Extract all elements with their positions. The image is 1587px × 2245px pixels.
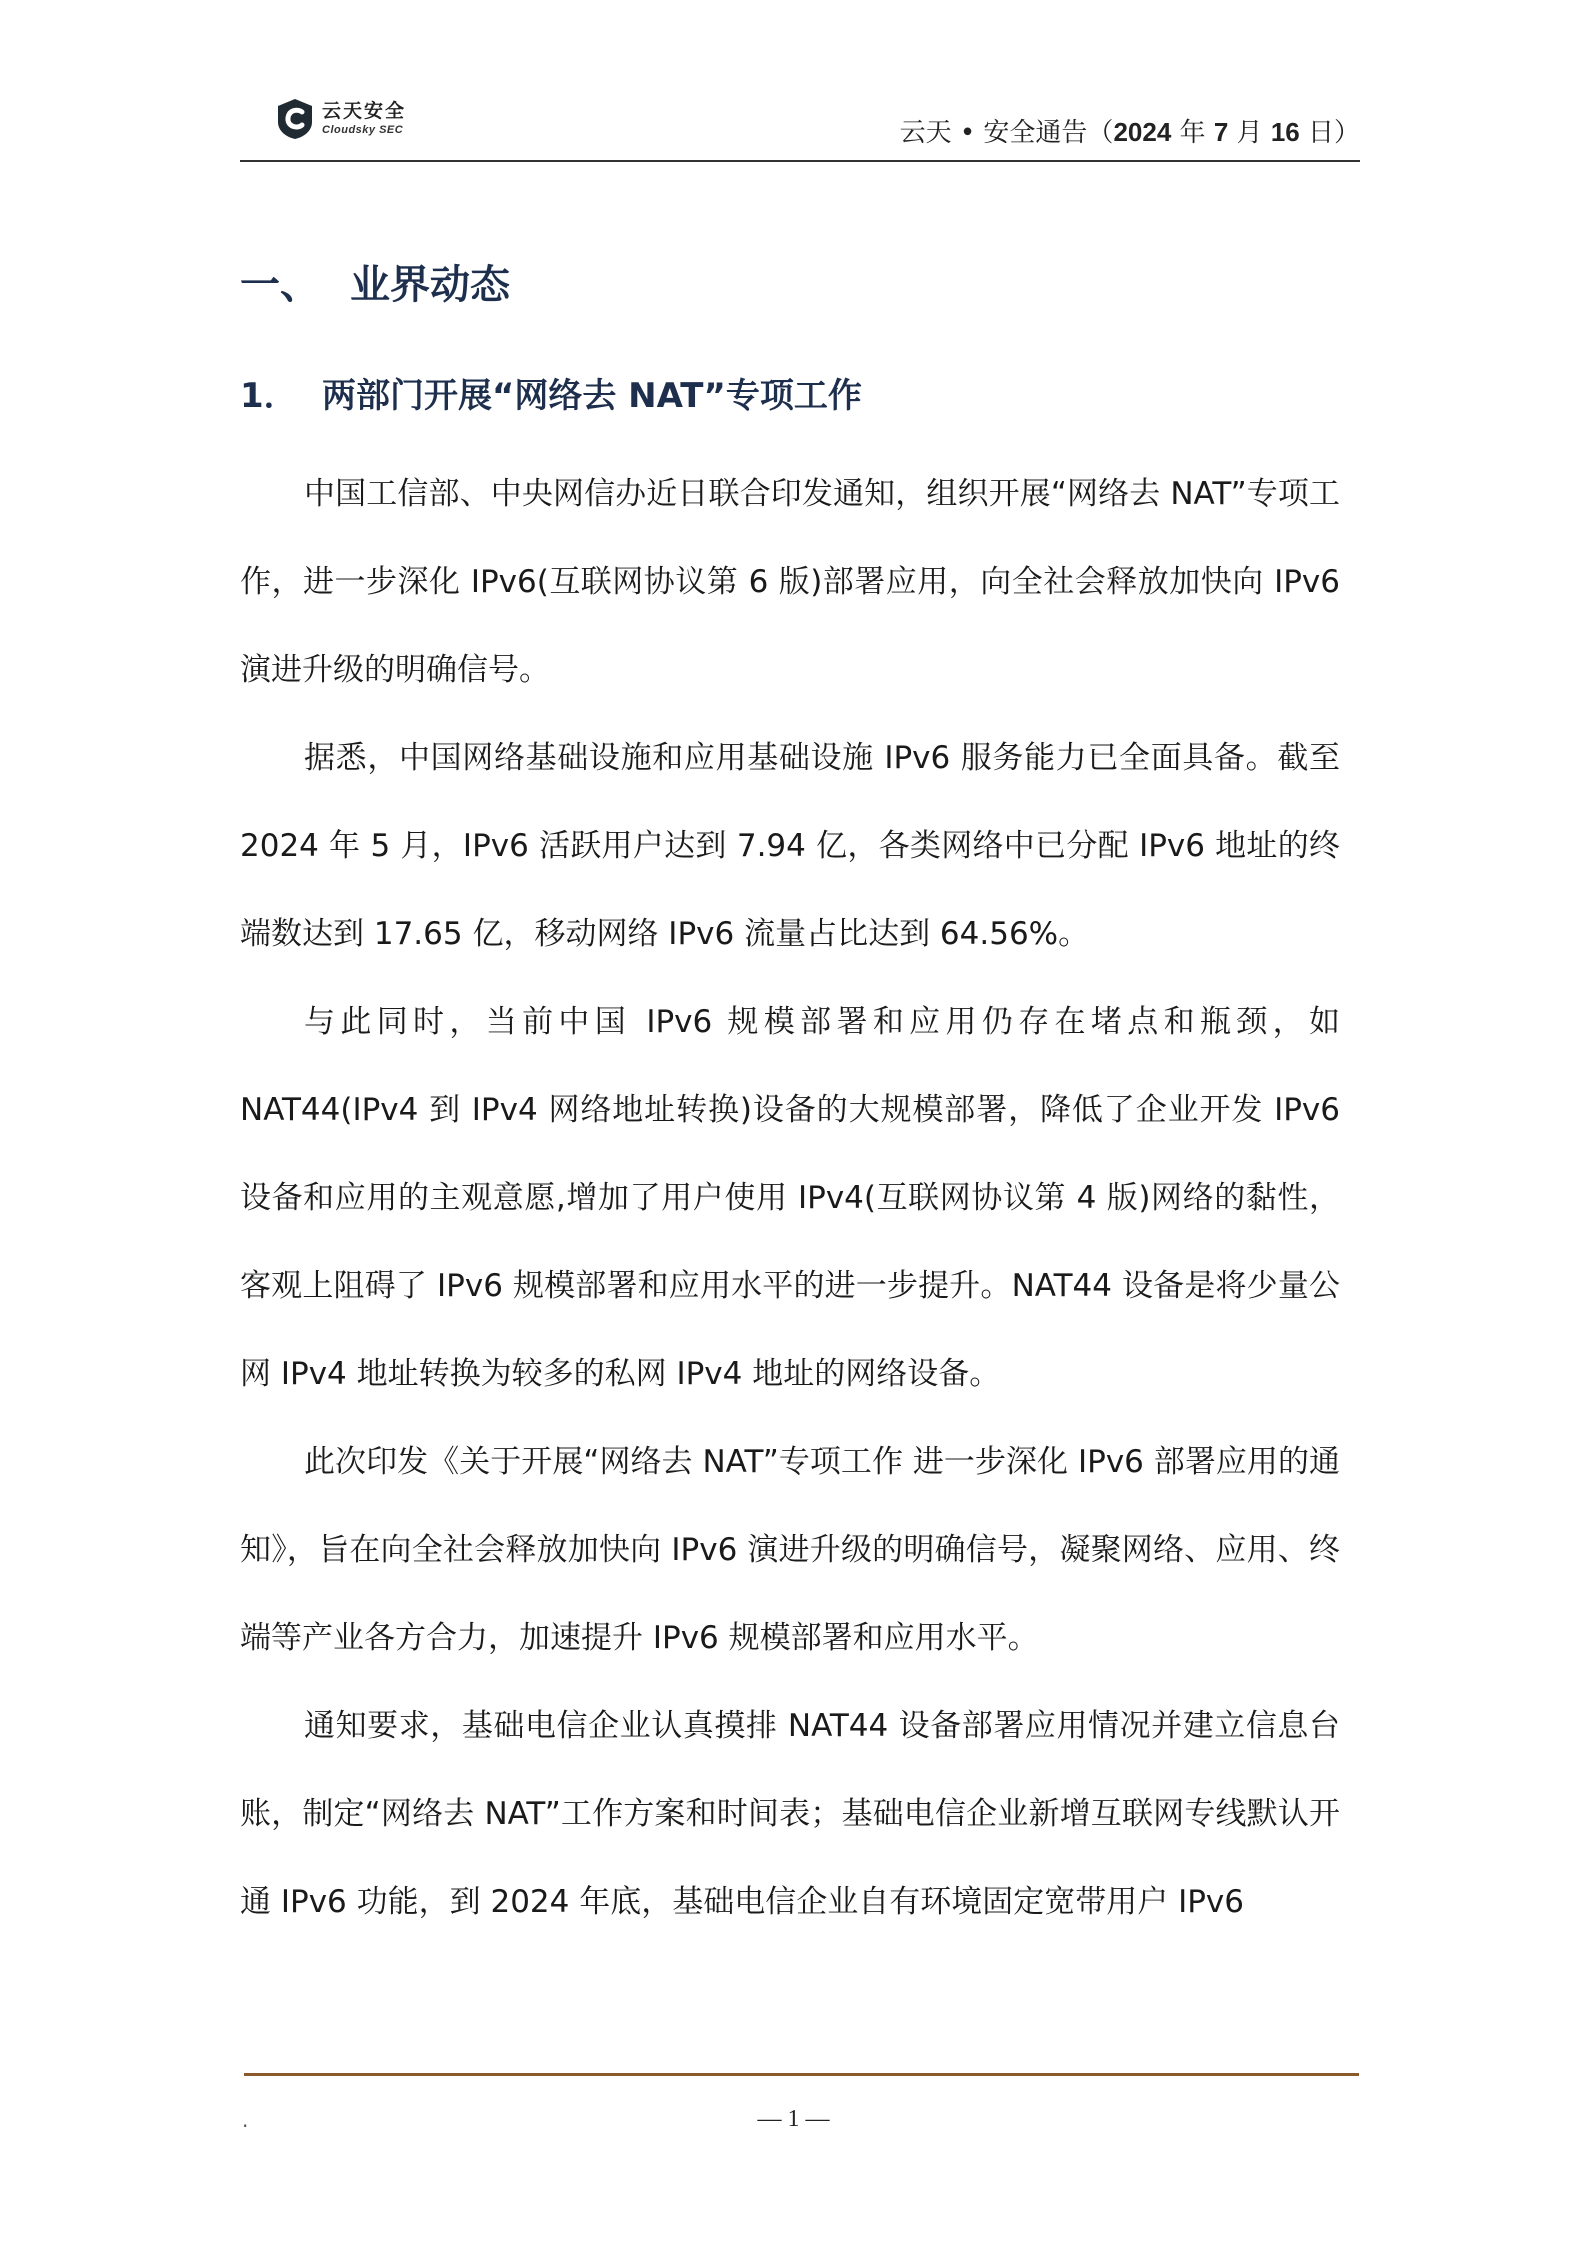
bulletin-title-prefix: 云天 • 安全通告（ xyxy=(899,118,1114,148)
cloudsky-logo xyxy=(276,98,406,140)
bulletin-year: 2024 xyxy=(1113,117,1172,147)
bulletin-title xyxy=(900,112,1360,149)
bulletin-year-unit: 年 xyxy=(1171,118,1214,148)
bulletin-day: 16 xyxy=(1270,117,1300,147)
bulletin-title-suffix: 日） xyxy=(1299,118,1360,148)
article-title: 两部门开展“网络去 NAT”专项工作 xyxy=(322,376,862,416)
article-body xyxy=(240,450,1340,1946)
shield-logo-icon xyxy=(276,98,314,140)
section-number: 一、 xyxy=(240,262,320,308)
bulletin-month-unit: 月 xyxy=(1228,118,1271,148)
logo-chinese-name: 云天安全 xyxy=(322,100,407,122)
page-header xyxy=(240,92,1360,162)
page-number: — 1 — xyxy=(757,2106,830,2132)
section-heading xyxy=(240,253,510,310)
header-divider xyxy=(240,160,1360,162)
bulletin-month: 7 xyxy=(1213,117,1229,147)
paragraph: 中国工信部、中央网信办近日联合印发通知，组织开展“网络去 NAT”专项工作，进一步深化 IPv6(互联网协议第 6 版)部署应用，向全社会释放加快向 IPv6 演进升级的明确信号。 xyxy=(240,476,1340,688)
section-title: 业界动态 xyxy=(350,262,510,308)
paragraph: 通知要求，基础电信企业认真摸排 NAT44 设备部署应用情况并建立信息台账，制定“网络去 NAT”工作方案和时间表；基础电信企业新增互联网专线默认开通 IPv6 功能，到 2024 年底，基础电信企业自有环境固定宽带用户 IPv6 xyxy=(240,1708,1340,1920)
logo-english-name: Cloudsky SEC xyxy=(322,124,404,136)
article-number: 1． xyxy=(240,376,298,416)
footer-divider xyxy=(244,2073,1359,2076)
footer-dot: . xyxy=(242,2108,249,2132)
paragraph: 此次印发《关于开展“网络去 NAT”专项工作 进一步深化 IPv6 部署应用的通知》，旨在向全社会释放加快向 IPv6 演进升级的明确信号，凝聚网络、应用、终端等产业各方合力，加速提升 IPv6 规模部署和应用水平。 xyxy=(240,1444,1340,1656)
paragraph: 据悉，中国网络基础设施和应用基础设施 IPv6 服务能力已全面具备。截至 2024 年 5 月，IPv6 活跃用户达到 7.94 亿，各类网络中已分配 IPv6 地址的终端数达到 17.65 亿，移动网络 IPv6 流量占比达到 64.56%。 xyxy=(240,740,1340,952)
paragraph: 与此同时，当前中国 IPv6 规模部署和应用仍存在堵点和瓶颈，如 NAT44(IPv4 到 IPv4 网络地址转换)设备的大规模部署，降低了企业开发 IPv6 设备和应用的主观意愿,增加了用户使用 IPv4(互联网协议第 4 版)网络的黏性，客观上阻碍了 IPv6 规模部署和应用水平的进一步提升。NAT44 设备是将少量公网 IPv4 地址转换为较多的私网 IPv4 地址的网络设备。 xyxy=(240,1004,1340,1392)
article-heading xyxy=(240,368,862,417)
